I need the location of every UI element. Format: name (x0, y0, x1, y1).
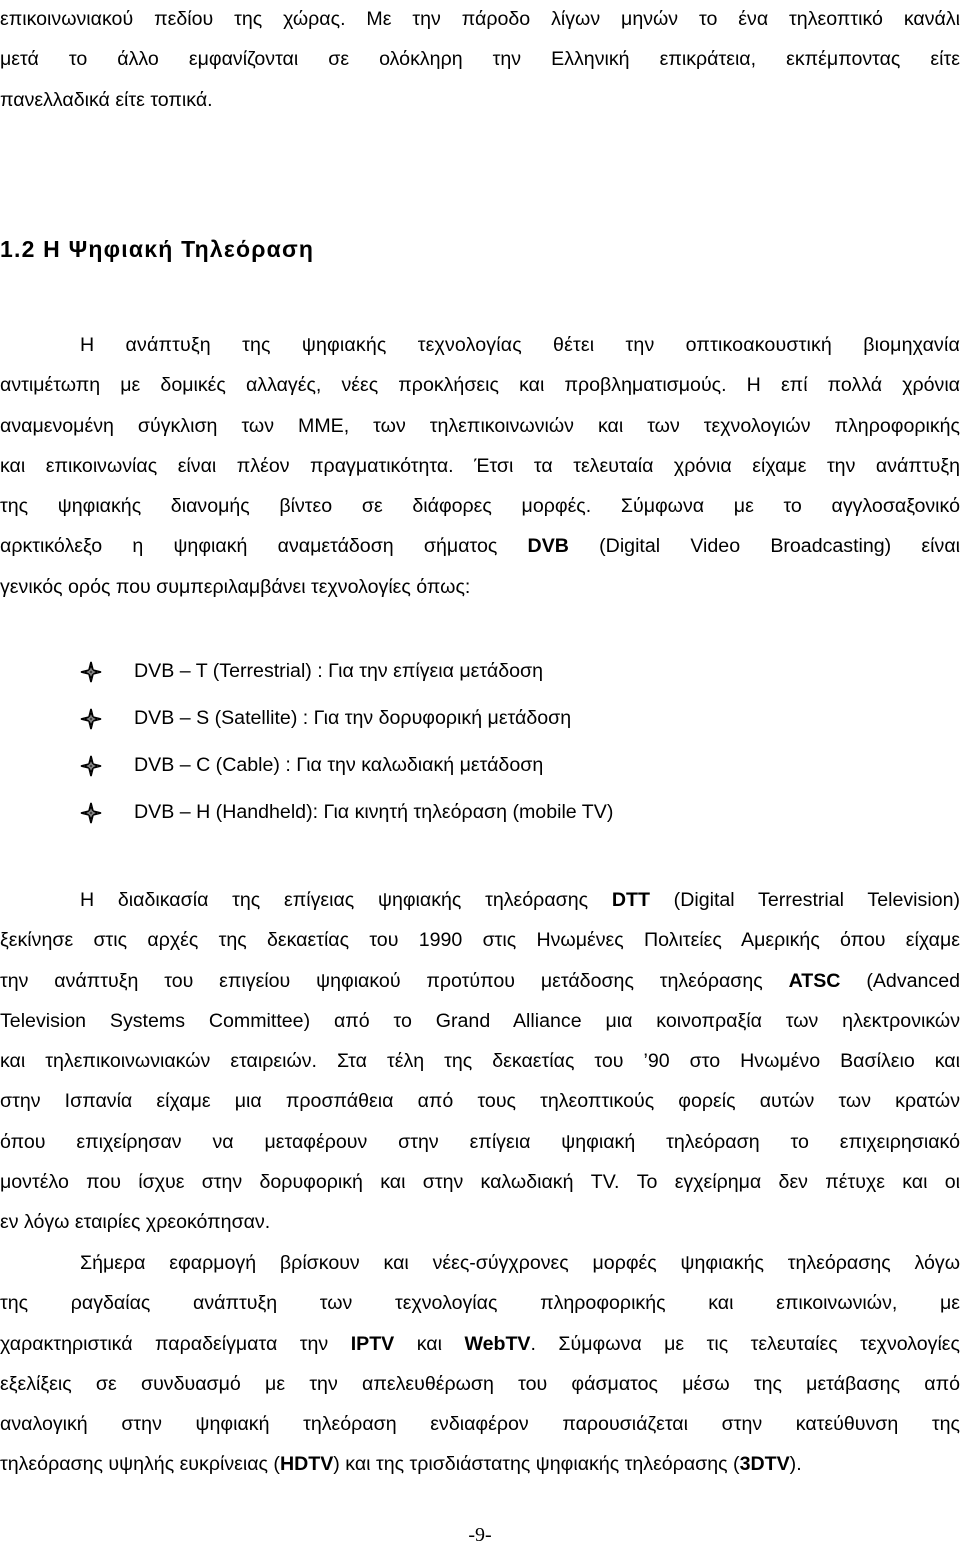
bold-term: DTT (611, 889, 650, 911)
text-line: και επικοινωνίας είναι πλέον πραγματικότητα. Έτσι τα τελευταία χρόνια είχαμε την ανάπτυξη (0, 454, 960, 477)
text-line (0, 961, 960, 1001)
diamond-bullet-icon (80, 802, 102, 824)
bullet-text: DVB – T (Terrestrial) : Για την επίγεια μετάδοση (134, 660, 543, 682)
text-run: ). (789, 1453, 802, 1476)
text-line: αντιμέτωπη με δομικές αλλαγές, νέες προκλήσεις και προβληματισμούς. Η επί πολλά χρόνια (0, 374, 960, 397)
paragraph-modern-tv (0, 1243, 960, 1485)
text-run: και (394, 1332, 465, 1355)
bold-term: HDTV (279, 1453, 334, 1476)
section-heading: 1.2 Η Ψηφιακή Τηλεόραση (0, 236, 315, 262)
text-run: αρκτικόλεξο η ψηφιακή αναμετάδοση σήματος (0, 535, 528, 558)
text-line: εξελίξεις σε συνδυασμό με την απελευθέρωση του φάσματος μέσω της μετάβασης από (0, 1372, 960, 1395)
text-line: της ψηφιακής διανομής βίντεο σε διάφορες μορφές. Σύμφωνα με το αγγλοσαξονικό (0, 495, 960, 518)
page-number: -9- (468, 1524, 492, 1546)
text-line: μοντέλο που ίσχυε στην δορυφορική και στην καλωδιακή TV. Το εγχείρημα δεν πέτυχε και οι (0, 1171, 960, 1194)
text-line: πανελλαδικά είτε τοπικά. (0, 88, 213, 111)
text-line: της ραγδαίας ανάπτυξη των τεχνολογίας πληροφορικής και επικοινωνιών, με (0, 1292, 960, 1315)
text-line: Η ανάπτυξη της ψηφιακής τεχνολογίας θέτει την οπτικοακουστική βιομηχανία (80, 334, 960, 356)
text-run: ) και της τρισδιάστατης ψηφιακής τηλεόρασης ( (333, 1453, 740, 1476)
diamond-bullet-icon (80, 755, 102, 777)
text-line: Σήμερα εφαρμογή βρίσκουν και νέες-σύγχρονες μορφές ψηφιακής τηλεόρασης λόγω (80, 1252, 960, 1274)
text-line: μετά το άλλο εμφανίζονται σε ολόκληρη την Ελληνική επικράτεια, εκπέμποντας είτε (0, 48, 960, 71)
text-line: γενικός ορός που συμπεριλαμβάνει τεχνολογίες όπως: (0, 575, 471, 598)
text-run: (Advanced (840, 969, 960, 992)
text-line (0, 1324, 960, 1364)
text-line: επικοινωνιακού πεδίου της χώρας. Με την πάροδο λίγων μηνών το ένα τηλεοπτικό κανάλι (0, 8, 960, 30)
bold-term: IPTV (350, 1332, 395, 1355)
text-run: . Σύμφωνα με τις τελευταίες τεχνολογίες (530, 1332, 960, 1355)
text-line: στην Ισπανία είχαμε μια προσπάθεια από τους τηλεοπτικούς φορείς αυτών των κρατών (0, 1090, 960, 1113)
text-run: την ανάπτυξη του επιγείου ψηφιακού προτύπου μετάδοσης τηλεόρασης (0, 969, 789, 992)
bullet-text: DVB – S (Satellite) : Για την δορυφορική μετάδοση (134, 707, 572, 729)
intro-paragraph (0, 0, 960, 120)
text-run: (Digital Terrestrial Television) (649, 889, 960, 911)
bold-term: ATSC (788, 969, 841, 992)
text-line: και τηλεπικοινωνιακών εταιρειών. Στα τέλη της δεκαετίας του ’90 στο Ηνωμένο Βασίλειο και (0, 1050, 960, 1073)
text-line: Television Systems Committee) από το Grand Alliance μια κοινοπραξία των ηλεκτρονικών (0, 1009, 960, 1032)
text-line: εν λόγω εταιρίες χρεοκόπησαν. (0, 1211, 271, 1234)
bullet-text: DVB – H (Handheld): Για κινητή τηλεόραση (mobile TV) (134, 801, 614, 823)
text-line: αναμενομένη σύγκλιση των ΜΜΕ, των τηλεπικοινωνιών και των τεχνολογιών πληροφορικής (0, 414, 960, 437)
text-run: χαρακτηριστικά παραδείγματα την (0, 1332, 351, 1355)
bold-term: 3DTV (739, 1453, 790, 1476)
text-line (0, 1444, 960, 1484)
paragraph-dtt-history (0, 880, 960, 1243)
text-run: Η διαδικασία της επίγειας ψηφιακής τηλεόρασης (80, 889, 612, 911)
text-line (0, 880, 960, 920)
bold-term: WebTV (464, 1332, 531, 1355)
text-line: ξεκίνησε στις αρχές της δεκαετίας του 1990 στις Ηνωμένες Πολιτείες Αμερικής όπου είχαμε (0, 929, 960, 952)
text-line: όπου επιχείρησαν να μεταφέρουν στην επίγεια ψηφιακή τηλεόραση το επιχειρησιακό (0, 1130, 960, 1153)
bold-term: DVB (527, 535, 569, 558)
diamond-bullet-icon (80, 661, 102, 683)
text-line: αναλογική στην ψηφιακή τηλεόραση ενδιαφέρον παρουσιάζεται στην κατεύθυνση της (0, 1413, 960, 1436)
paragraph-digital-tv-intro (0, 325, 960, 607)
bullet-text: DVB – C (Cable) : Για την καλωδιακή μετάδοση (134, 754, 544, 776)
text-run: (Digital Video Broadcasting) είναι (568, 535, 960, 558)
diamond-bullet-icon (80, 708, 102, 730)
text-run: τηλεόρασης υψηλής ευκρίνειας ( (0, 1453, 280, 1476)
text-line (0, 526, 960, 566)
